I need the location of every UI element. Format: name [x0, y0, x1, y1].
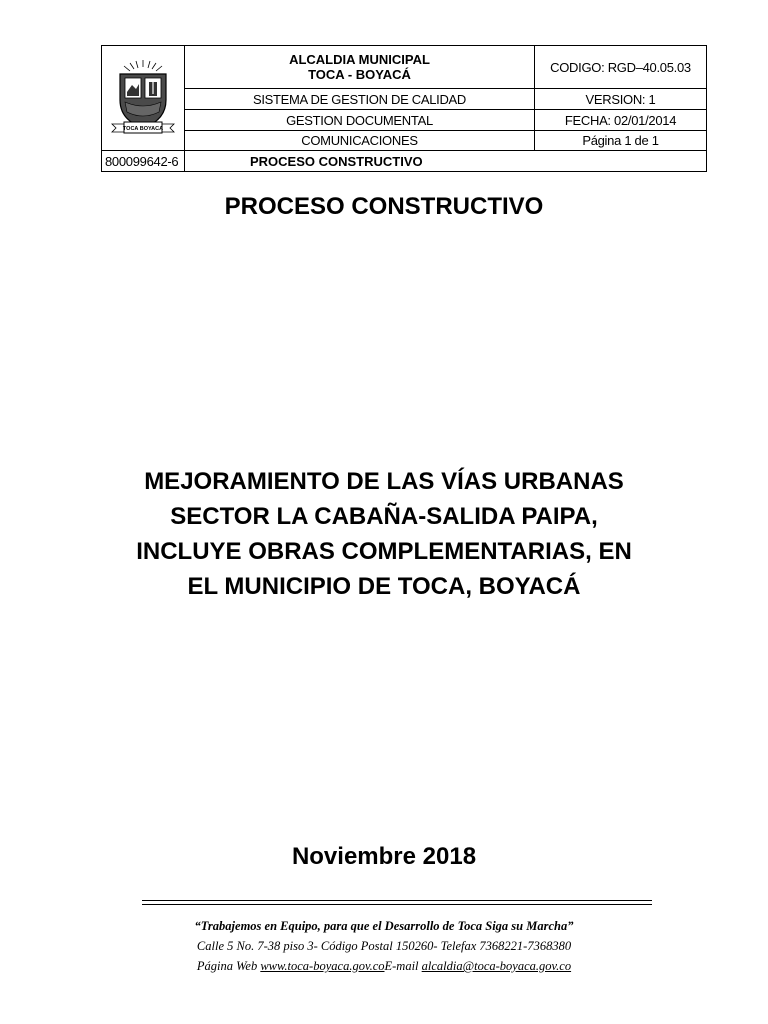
footer-address: Calle 5 No. 7-38 piso 3- Código Postal 150260- Telefax 7368221-7368380 — [196, 939, 572, 953]
codigo-cell: CODIGO: RGD–40.05.03 — [535, 46, 707, 89]
sistema-cell: SISTEMA DE GESTION DE CALIDAD — [185, 89, 535, 110]
pagina-cell: Página 1 de 1 — [535, 131, 707, 151]
footer-divider — [142, 900, 652, 905]
gestion-cell: GESTION DOCUMENTAL — [185, 110, 535, 131]
logo-banner-text: TOCA BOYACA — [122, 126, 164, 132]
project-title-line: INCLUYE OBRAS COMPLEMENTARIAS, EN — [136, 538, 632, 565]
nit-cell: 800099642-6 — [102, 151, 185, 172]
footer-contact — [0, 956, 768, 976]
email-label: E-mail — [384, 959, 422, 973]
proceso-cell: PROCESO CONSTRUCTIVO — [185, 151, 707, 172]
org-name-cell — [185, 46, 535, 89]
footer — [0, 916, 768, 976]
document-date: Noviembre 2018 — [291, 843, 477, 870]
version-cell: VERSION: 1 — [535, 89, 707, 110]
email-link[interactable]: alcaldia@toca-boyaca.gov.co — [421, 959, 572, 973]
fecha-cell: FECHA: 02/01/2014 — [535, 110, 707, 131]
comunicaciones-cell: COMUNICACIONES — [185, 131, 535, 151]
project-title-line: MEJORAMIENTO DE LAS VÍAS URBANAS — [144, 468, 624, 495]
website-link[interactable]: www.toca-boyaca.gov.co — [260, 959, 385, 973]
org-name-line2: TOCA - BOYACÁ — [308, 67, 411, 82]
document-title: PROCESO CONSTRUCTIVO — [224, 193, 544, 220]
header-table — [101, 45, 707, 172]
project-title-line: EL MUNICIPIO DE TOCA, BOYACÁ — [187, 573, 581, 600]
project-title — [84, 464, 684, 604]
coat-of-arms-icon — [108, 58, 178, 138]
project-title-line: SECTOR LA CABAÑA-SALIDA PAIPA, — [170, 503, 598, 530]
org-name-line1: ALCALDIA MUNICIPAL — [289, 52, 430, 67]
footer-slogan: “Trabajemos en Equipo, para que el Desarrollo de Toca Siga su Marcha” — [194, 919, 574, 933]
web-label: Página Web — [196, 959, 261, 973]
logo-cell — [102, 46, 185, 151]
